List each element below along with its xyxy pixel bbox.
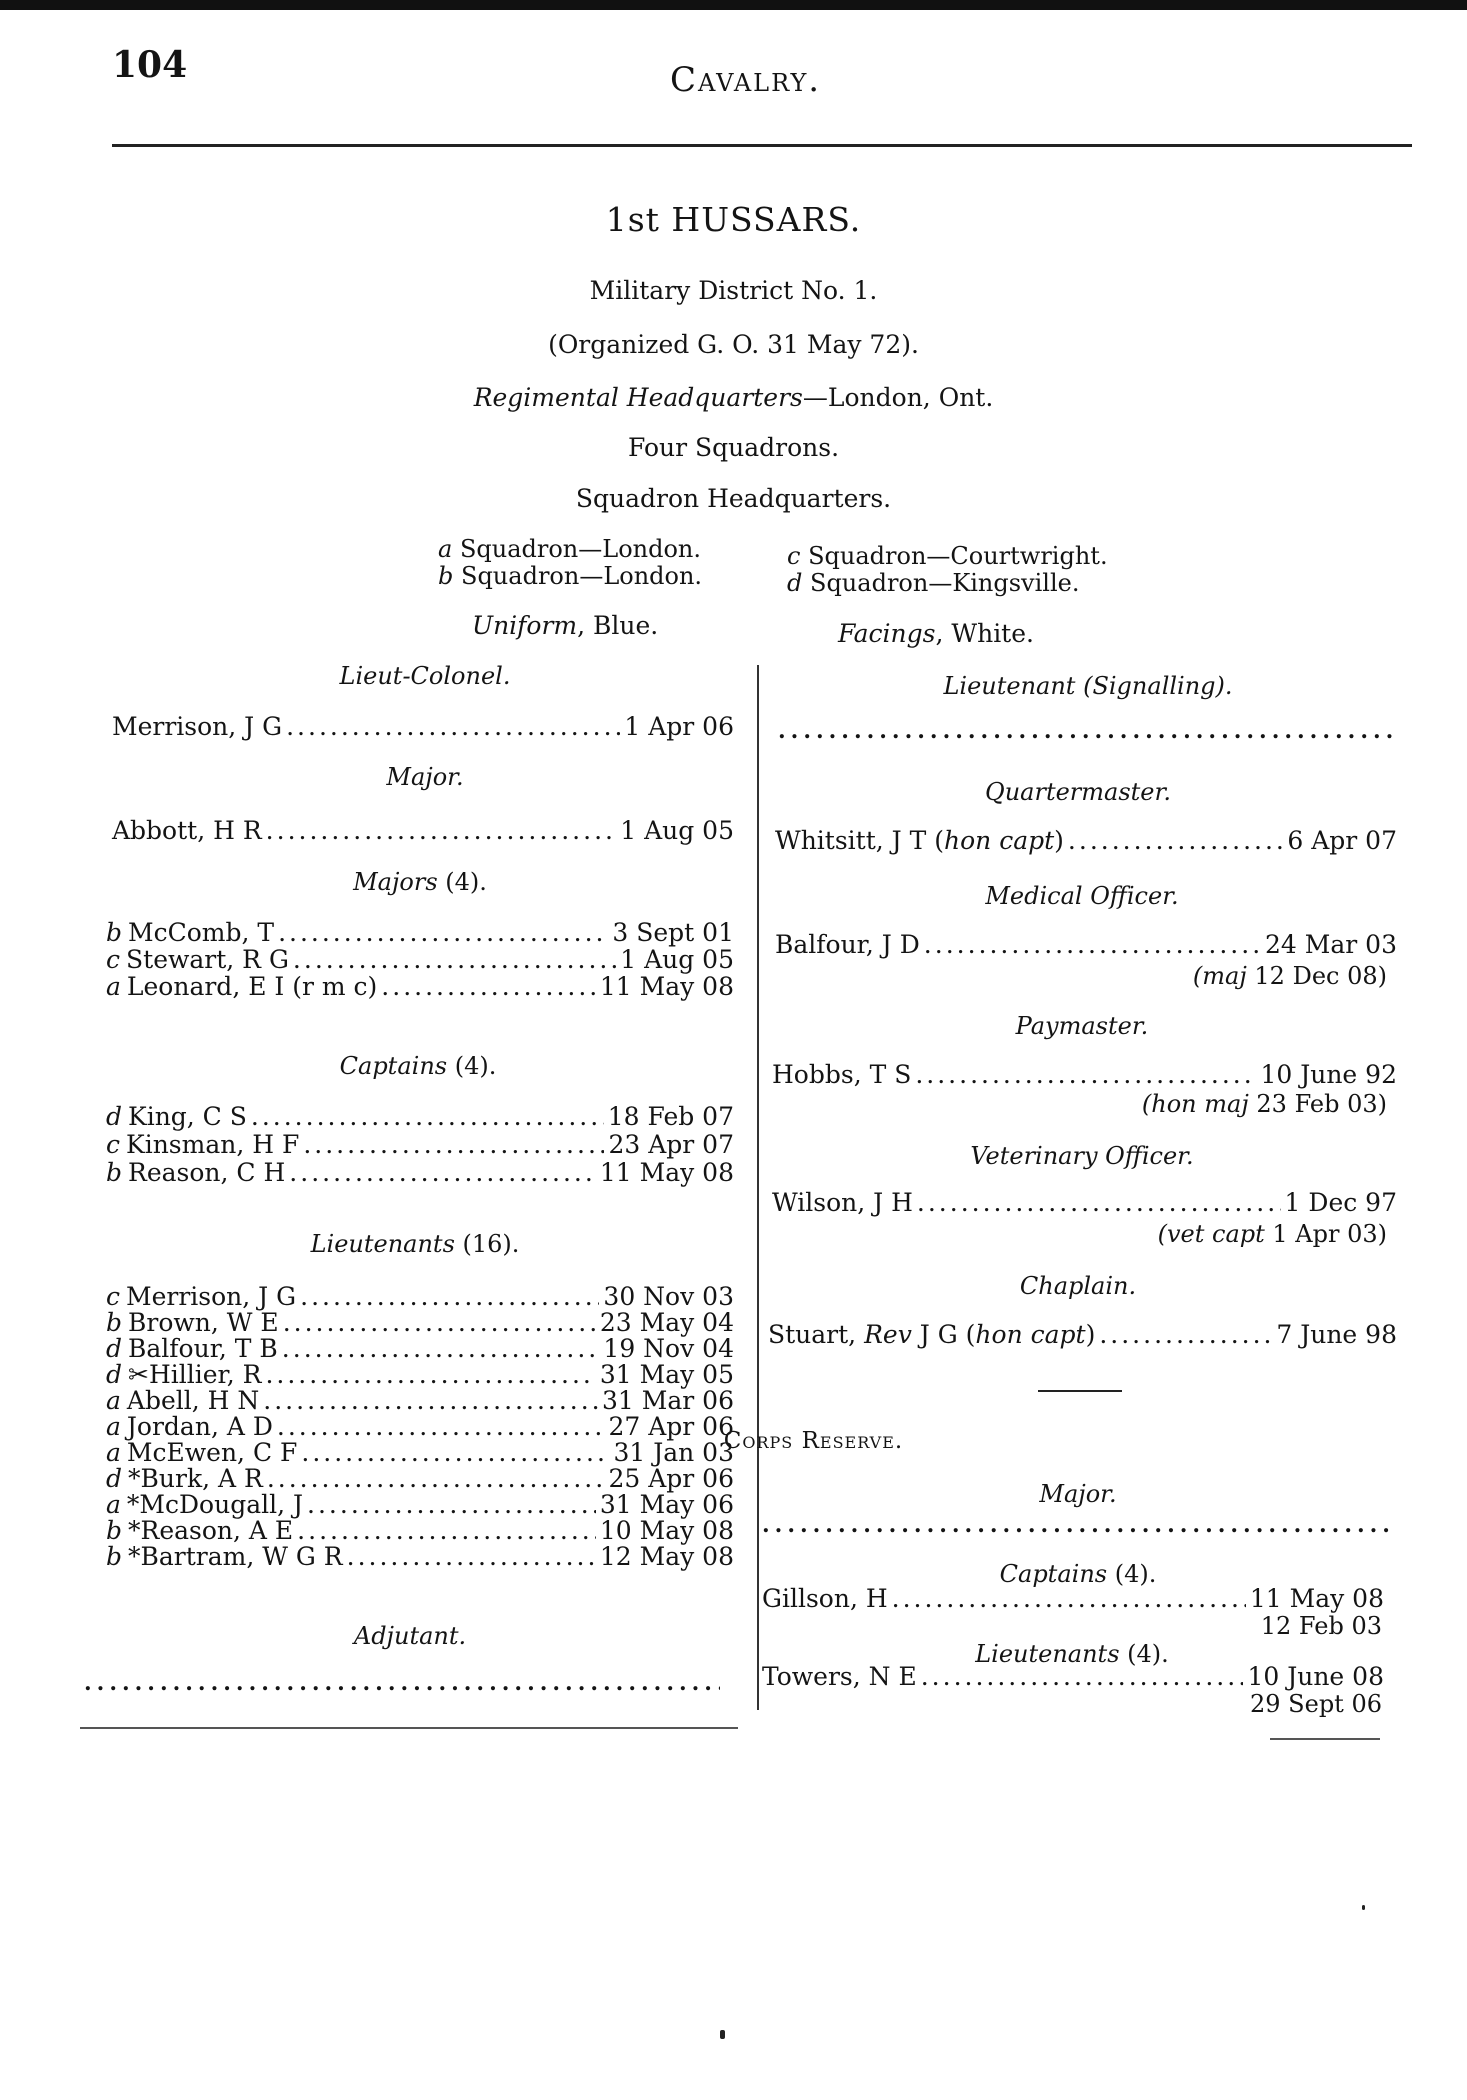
lieut-colonel-heading: Lieut-Colonel. bbox=[339, 662, 511, 690]
corps-reserve-captains-heading: Captains (4). bbox=[999, 1560, 1157, 1588]
corps-reserve-lieutenants-row: Towers, N E ..... 10 June 08 bbox=[762, 1662, 1384, 1691]
captains-heading: Captains (4). bbox=[339, 1052, 497, 1080]
lieutenants-row: b *Reason, A E ..... 10 May 08 bbox=[106, 1516, 734, 1545]
lieut-signalling-vacant-dots bbox=[778, 718, 1400, 744]
military-district: Military District No. 1. bbox=[589, 276, 878, 305]
lieutenants-row: b Brown, W E ..... 23 May 04 bbox=[106, 1308, 734, 1337]
corps-reserve-captains-row: Gillson, H ..... 11 May 08 bbox=[762, 1584, 1384, 1613]
section-separator bbox=[1038, 1390, 1122, 1392]
major-heading: Major. bbox=[386, 763, 464, 791]
ink-speck bbox=[1362, 1905, 1365, 1910]
lieutenants-row: c Merrison, J G ..... 30 Nov 03 bbox=[106, 1282, 734, 1311]
majors-row: c Stewart, R G ..... 1 Aug 05 bbox=[106, 945, 734, 974]
squadron-b: b Squadron—London. bbox=[438, 562, 703, 590]
squadron-hq-heading: Squadron Headquarters. bbox=[575, 484, 892, 513]
majors-heading: Majors (4). bbox=[353, 868, 487, 896]
lieutenants-row: a McEwen, C F ..... 31 Jan 03 bbox=[106, 1438, 734, 1467]
veterinary-heading: Veterinary Officer. bbox=[970, 1142, 1194, 1170]
captains-row: b Reason, C H ..... 11 May 08 bbox=[106, 1158, 734, 1187]
corps-reserve-major-heading: Major. bbox=[1039, 1480, 1117, 1508]
major-row: Abbott, H R ..... 1 Aug 05 bbox=[112, 816, 734, 845]
medical-heading: Medical Officer. bbox=[985, 882, 1179, 910]
captains-row: c Kinsman, H F ..... 23 Apr 07 bbox=[106, 1130, 734, 1159]
paymaster-heading: Paymaster. bbox=[1015, 1012, 1149, 1040]
corps-reserve-captains-second-date: 12 Feb 03 bbox=[1260, 1612, 1382, 1640]
captains-row: d King, C S ..... 18 Feb 07 bbox=[106, 1102, 734, 1131]
quartermaster-row: Whitsitt, J T (hon capt) ..... 6 Apr 07 bbox=[775, 826, 1397, 855]
bottom-rule-right bbox=[1270, 1738, 1380, 1740]
lieutenants-row: d *Burk, A R ..... 25 Apr 06 bbox=[106, 1464, 734, 1493]
majors-row: b McComb, T ..... 3 Sept 01 bbox=[106, 918, 734, 947]
medical-note: (maj 12 Dec 08) bbox=[1192, 962, 1387, 990]
running-head: Cavalry. bbox=[670, 60, 822, 100]
majors-row: a Leonard, E I (r m c) ..... 11 May 08 bbox=[106, 972, 734, 1001]
chaplain-row: Stuart, Rev J G (hon capt) ..... 7 June 98 bbox=[768, 1320, 1397, 1349]
paymaster-row: Hobbs, T S ..... 10 June 92 bbox=[772, 1060, 1397, 1089]
lieutenants-heading: Lieutenants (16). bbox=[310, 1230, 520, 1258]
lieut-colonel-row: Merrison, J G ..... 1 Apr 06 bbox=[112, 712, 734, 741]
chaplain-heading: Chaplain. bbox=[1019, 1272, 1137, 1300]
squadrons-count: Four Squadrons. bbox=[627, 433, 840, 462]
adjutant-vacant-dots bbox=[84, 1670, 720, 1696]
regiment-title: 1st HUSSARS. bbox=[605, 200, 862, 239]
page-number: 104 bbox=[112, 44, 188, 86]
paymaster-note: (hon maj 23 Feb 03) bbox=[1141, 1090, 1387, 1118]
lieutenants-row: b *Bartram, W G R ..... 12 May 08 bbox=[106, 1542, 734, 1571]
organized-line: (Organized G. O. 31 May 72). bbox=[548, 330, 919, 359]
squadron-a: a Squadron—London. bbox=[438, 535, 701, 563]
ink-speck bbox=[720, 2030, 725, 2039]
corps-reserve-lieutenants-second-date: 29 Sept 06 bbox=[1250, 1690, 1382, 1718]
bottom-rule-left bbox=[80, 1727, 738, 1729]
quartermaster-heading: Quartermaster. bbox=[985, 778, 1171, 806]
regimental-hq bbox=[0, 383, 1467, 412]
lieutenants-row: a *McDougall, J ..... 31 May 06 bbox=[106, 1490, 734, 1519]
squadron-c: c Squadron—Courtwright. bbox=[787, 542, 1108, 570]
veterinary-row: Wilson, J H ..... 1 Dec 97 bbox=[772, 1188, 1397, 1217]
lieutenants-row: a Jordan, A D ..... 27 Apr 06 bbox=[106, 1412, 734, 1441]
header-rule bbox=[112, 144, 1412, 147]
uniform-line: Uniform, Blue. bbox=[472, 611, 659, 640]
page-top-border bbox=[0, 0, 1467, 10]
regimental-hq-value: —London, Ont. bbox=[802, 383, 994, 412]
facings-line: Facings, White. bbox=[838, 619, 1034, 648]
lieutenants-row: d Balfour, T B ..... 19 Nov 04 bbox=[106, 1334, 734, 1363]
lieut-signalling-heading: Lieutenant (Signalling). bbox=[943, 672, 1233, 700]
veterinary-note: (vet capt 1 Apr 03) bbox=[1157, 1220, 1387, 1248]
adjutant-heading: Adjutant. bbox=[353, 1622, 467, 1650]
squadron-d: d Squadron—Kingsville. bbox=[787, 569, 1080, 597]
lieutenants-row: a Abell, H N ..... 31 Mar 06 bbox=[106, 1386, 734, 1415]
corps-reserve-heading: Corps Reserve. bbox=[723, 1428, 904, 1454]
medical-row: Balfour, J D ..... 24 Mar 03 bbox=[775, 930, 1397, 959]
lieutenants-row: d ✂Hillier, R ..... 31 May 05 bbox=[106, 1360, 734, 1389]
corps-reserve-major-vacant-dots bbox=[762, 1512, 1396, 1538]
corps-reserve-lieutenants-heading: Lieutenants (4). bbox=[975, 1640, 1169, 1668]
column-divider bbox=[757, 665, 759, 1710]
regimental-hq-label: Regimental Headquarters bbox=[473, 383, 803, 412]
